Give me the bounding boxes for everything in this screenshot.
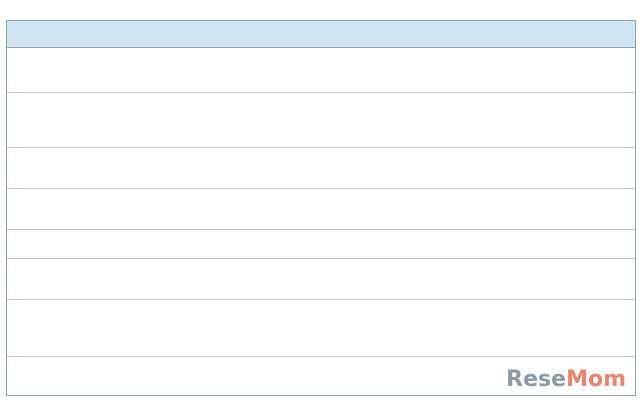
table-row xyxy=(7,93,635,148)
table-row xyxy=(7,259,635,300)
table-header xyxy=(7,21,635,48)
logo-text-right: Mom xyxy=(566,367,626,392)
table-row xyxy=(7,148,635,189)
table-row xyxy=(7,189,635,230)
table-row xyxy=(7,230,635,259)
event-table xyxy=(6,20,636,396)
resemom-logo xyxy=(506,367,626,392)
table-row xyxy=(7,48,635,93)
table-row xyxy=(7,300,635,357)
logo-text-left: Rese xyxy=(506,367,567,392)
